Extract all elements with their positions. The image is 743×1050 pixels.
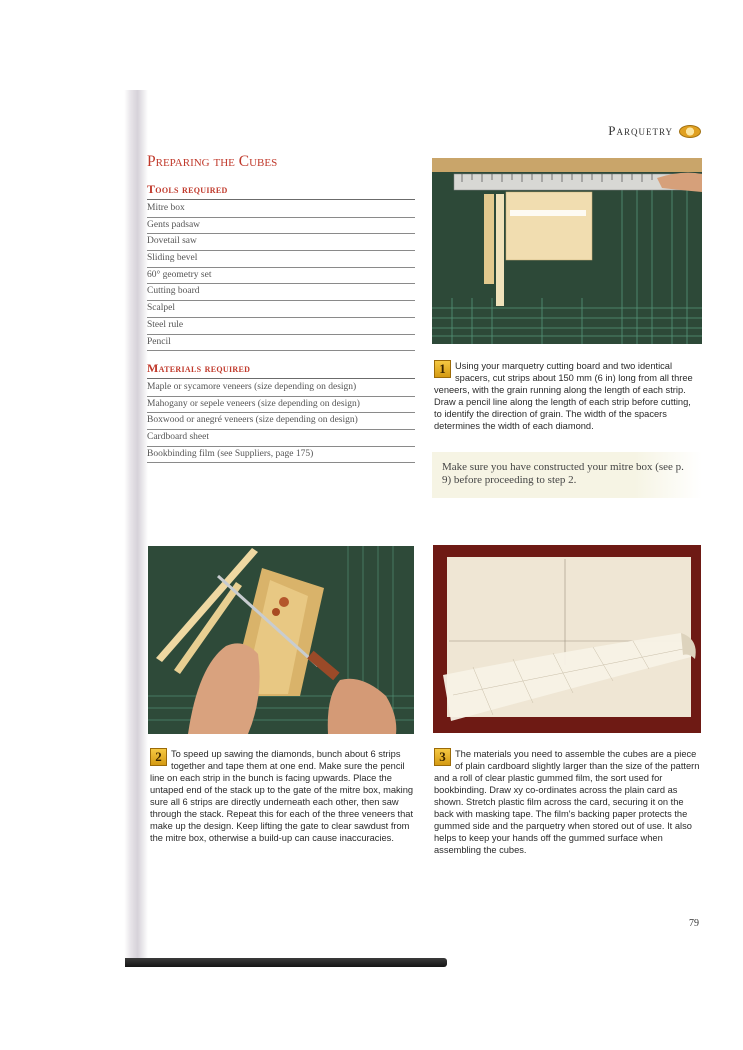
photo-cardboard-film: [433, 545, 701, 733]
tools-heading: Tools required: [147, 182, 228, 196]
step-2-number-badge: 2: [150, 748, 167, 766]
tool-item: Mitre box: [147, 201, 415, 218]
photo-cutting-strips: [432, 158, 702, 344]
material-item: Boxwood or anegré veneers (size depending on design): [147, 413, 415, 430]
tool-item: Pencil: [147, 335, 415, 352]
running-head-label: Parquetry: [608, 123, 673, 138]
page-number: 79: [689, 918, 699, 929]
step-2: [150, 748, 414, 844]
step-3: [434, 748, 700, 856]
materials-heading: Materials required: [147, 361, 251, 375]
mitre-box-sawing-illustration: [148, 546, 414, 734]
step-1: [434, 360, 700, 432]
tool-item: Dovetail saw: [147, 234, 415, 251]
tools-list: [147, 201, 415, 351]
tool-item: Gents padsaw: [147, 218, 415, 235]
step-2-text: To speed up sawing the diamonds, bunch about 6 strips together and tape them at one end. Make sure the pencil line on each strip in the bunch is facing upwards. Place the untaped end of the stack up to the gate of the mitre box, making sure all 6 strips are directly underneath each other, then saw through the stack. Repeat this for each of the three veneers that make up the design. Keep lifting the gate to clear sawdust from the mitre box, otherwise a build-up can cause inaccuracies.: [150, 749, 414, 843]
tool-item: Steel rule: [147, 318, 415, 335]
tool-item: Cutting board: [147, 284, 415, 301]
photo-sawing-strips: [148, 546, 414, 734]
step-1-number-badge: 1: [434, 360, 451, 378]
book-spine-shadow: [0, 90, 148, 960]
tool-item: Sliding bevel: [147, 251, 415, 268]
step-3-number-badge: 3: [434, 748, 451, 766]
materials-list-block: [147, 361, 415, 463]
material-item: Cardboard sheet: [147, 430, 415, 447]
material-item: Bookbinding film (see Suppliers, page 175): [147, 447, 415, 464]
step-1-text: Using your marquetry cutting board and two identical spacers, cut strips about 150 mm (6 in) long from all three veneers, with the grain running along the length of each strip. Draw a pencil line along the length of each strip before cutting, to identify the direction of grain. The width of the spacers determines the width of each diamond.: [434, 361, 693, 431]
chapter-badge-icon: [679, 125, 701, 138]
materials-list: [147, 380, 415, 463]
step-3-text: The materials you need to assemble the cubes are a piece of plain cardboard slightly larger than the size of the pattern and a roll of clear plastic gummed film, the sort used for bookbinding. Draw xy co-ordinates across the plain card as shown. Stretch plastic film across the card, securing it on the back with masking tape. The film's backing paper protects the gummed side and the parquetry when stored out of use. It also helps to keep your hands off the gummed surface when assembling the cubes.: [434, 749, 700, 855]
cardboard-film-illustration: [433, 545, 701, 733]
cutting-board-illustration: [432, 158, 702, 344]
bottom-shadow-bar: [125, 958, 447, 967]
material-item: Maple or sycamore veneers (size depending on design): [147, 380, 415, 397]
material-item: Mahogany or sepele veneers (size depending on design): [147, 397, 415, 414]
running-head: [608, 123, 701, 139]
tool-item: 60° geometry set: [147, 268, 415, 285]
mitre-box-note: Make sure you have constructed your mitre box (see p. 9) before proceeding to step 2.: [432, 452, 702, 498]
tool-item: Scalpel: [147, 301, 415, 318]
tools-heading-rule: [147, 199, 415, 200]
section-title: Preparing the Cubes: [147, 153, 278, 170]
tools-list-block: [147, 182, 415, 351]
materials-heading-rule: [147, 378, 415, 379]
